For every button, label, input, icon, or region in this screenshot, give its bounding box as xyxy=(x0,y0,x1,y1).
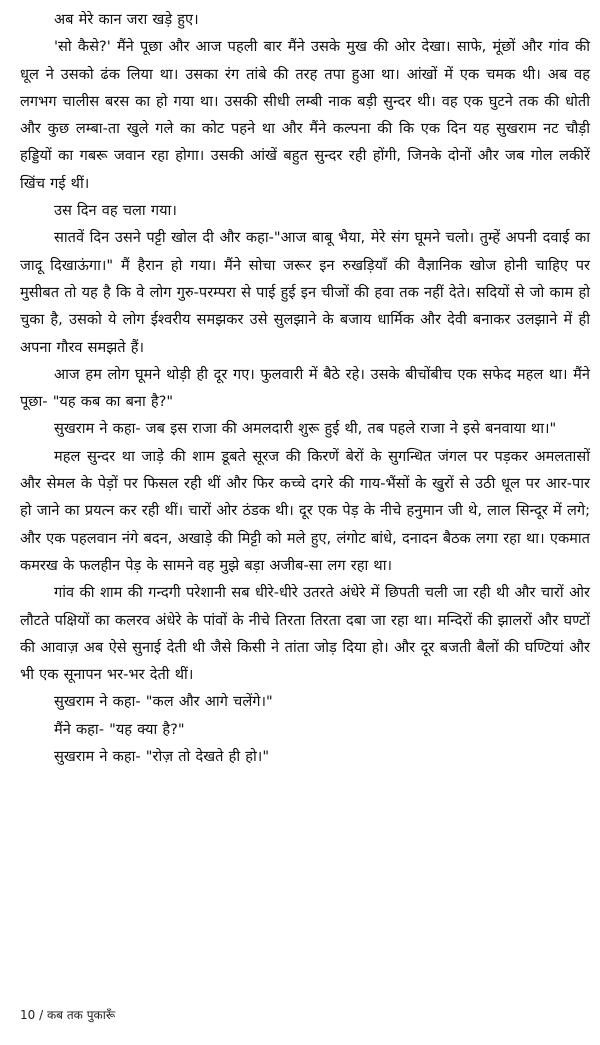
paragraph-7: महल सुन्दर था जाड़े की शाम डूबते सूरज की किरणें बेरों के सुगन्धित जंगल पर पड़कर अमलतासों और सेमल के पेड़ों पर फिसल रही थीं और फिर कच्चे दगरे की गाय-भैंसों के खुरों से उठी धूल पर आर-पार हो जाने का प्रयत्न कर रही थीं। चारों ओर ठंडक थी। दूर एक पेड़ के नीचे हनुमान जी थे, लाल सिन्दूर में लगे; और एक पहलवान नंगे बदन, अखाड़े की मिट्टी को मले हुए, लंगोट बांधे, दनादन बैठक लगा रहा था। एकमात कमरख के फलहीन पेड़ के सामने वह मुझे बड़ा अजीब-सा लग रहा था। xyxy=(20,447,590,574)
paragraph-10: मैंने कहा- "यह क्या है?" xyxy=(54,720,185,738)
paragraph-9: सुखराम ने कहा- "कल और आगे चलेंगे।" xyxy=(54,693,273,711)
paragraph-3: उस दिन वह चला गया। xyxy=(54,202,177,220)
paragraph-4: सातवें दिन उसने पट्टी खोल दी और कहा-"आज बाबू भैया, मेरे संग घूमने चलो। तुम्हें अपनी दवाई का जादू दिखाऊंगा।" मैं हैरान हो गया। मैंने सोचा जरूर इन रुखड़ियाँ की वैज्ञानिक खोज होनी चाहिए पर मुसीबत तो यह है कि वे लोग गुरु-परम्परा से पाई हुई इन चीजों की हवा तक नहीं देते। सदियों से जो काम हो चुका है, उसको ये लोग ईश्वरीय समझकर उसे सुलझाने के बजाय धार्मिक और देवी बनाकर उलझाने में ही अपना गौरव समझते हैं। xyxy=(20,229,590,356)
paragraph-5: आज हम लोग घूमने थोड़ी ही दूर गए। फुलवारी में बैठे रहे। उसके बीचोंबीच एक सफेद महल था। मैंने पूछा- "यह कब का बना है?" xyxy=(20,365,590,411)
paragraph-2: 'सो कैसे?' मैंने पूछा और आज पहली बार मैंने उसके मुख की ओर देखा। साफे, मूंछों और गांव की धूल ने उसको ढंक लिया था। उसका रंग तांबे की तरह तपा हुआ था। आंखों में एक चमक थी। अब वह लगभग चालीस बरस का हो गया था। उसकी सीधी लम्बी नाक बड़ी सुन्दर थी। वह एक घुटने तक की धोती और कुछ लम्बा-ता खुले गले का कोट पहने था और मैंने कल्पना की कि एक दिन यह सुखराम नट चौड़ी हड्डियों का गबरू जवान रहा होगा। उसकी आंखें बहुत सुन्दर रही होंगी, जिनके दोनों और जब गोल लकीरें खिंच गई थीं। xyxy=(20,38,590,192)
paragraph-11: सुखराम ने कहा- "रोज़ तो देखते ही हो।" xyxy=(54,748,270,766)
paragraph-1: अब मेरे कान जरा खड़े हुए। xyxy=(54,11,199,28)
paragraph-6: सुखराम ने कहा- जब इस राजा की अमलदारी शुरू हुई थी, तब पहले राजा ने इसे बनवाया था।" xyxy=(54,420,557,438)
paragraph-8: गांव की शाम की गन्दगी परेशानी सब धीरे-धीरे उतरते अंधेरे में छिपती चली जा रही थी और चारों ओर लौटते पक्षियों का कलरव अंधेरे के पांवों के नीचे तिरता तिरता दबा जा रहा था। मन्दिरों की झालरों और घण्टों की आवाज़ अब ऐसे सुनाई देती थी जैसे किसी ने तांता जोड़ दिया हो। और दूर बजती बैलों की घण्टियां और भी एक सूनापन भर-भर देती थीं। xyxy=(20,584,590,684)
page-footer: 10 / कब तक पुकारूँ xyxy=(20,1008,116,1022)
